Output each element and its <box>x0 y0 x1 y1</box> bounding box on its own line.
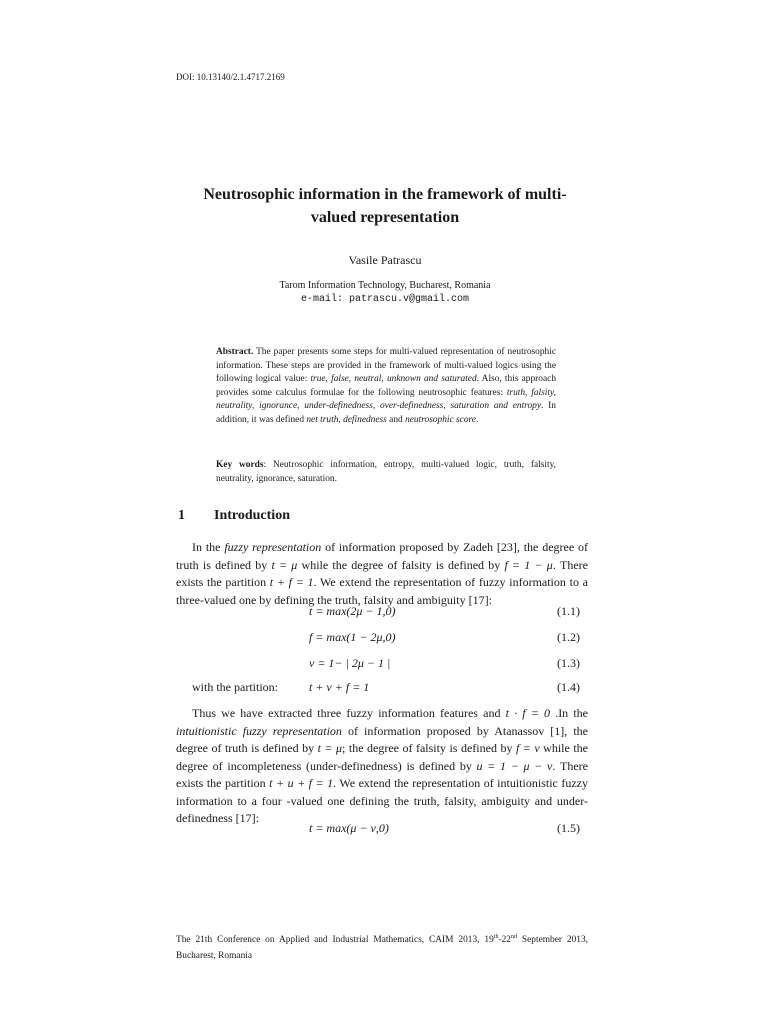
equation-number: (1.5) <box>557 821 580 835</box>
abstract-emph: truth, falsity, neutrality, ignorance, under-definedness, over-definedness, saturation and entropy <box>216 387 556 412</box>
text: while the degree of incompleteness (under-definedness) is defined by <box>176 741 588 773</box>
text: . There exists the partition <box>176 758 588 790</box>
math: t · f = 0 <box>505 706 551 720</box>
keywords <box>216 459 556 486</box>
footer-text: -22 <box>498 935 511 946</box>
paper-title <box>150 183 620 229</box>
footer-sup: th <box>493 934 499 940</box>
section-title: Introduction <box>214 508 290 523</box>
section-number: 1 <box>178 508 185 523</box>
text: of information proposed by Atanassov [1], the degree of truth is defined by <box>176 723 588 755</box>
abstract-text: . Also, this approach provides some calculus formulae for the following neutrosophic features: <box>216 374 557 398</box>
keywords-text: : Neutrosophic information, entropy, multi-valued logic, truth, falsity, neutrality, ignorance, saturation. <box>216 460 556 484</box>
emph: intuitionistic fuzzy representation <box>176 723 342 738</box>
math: t = μ <box>317 741 343 755</box>
text: .In the <box>550 706 589 720</box>
equation-number: (1.2) <box>557 630 580 644</box>
abstract-emph: neutrosophic score <box>405 414 476 425</box>
email-address: e-mail: patrascu.v@gmail.com <box>300 294 470 305</box>
abstract-emph: net truth, definedness <box>306 414 387 425</box>
equation-1-2: f = max(1 − 2μ,0) <box>309 630 396 644</box>
abstract-label: Abstract. <box>216 347 254 357</box>
text: . We extend the representation of fuzzy information to a three-valued one by defining the truth, falsity and ambiguity [17]: <box>176 575 588 607</box>
footer-text: September 2013, Bucharest, Romania <box>176 935 588 962</box>
math: t + u + f = 1 <box>269 776 334 790</box>
abstract-text: The paper presents some steps for multi-valued representation of neutrosophic information. These steps are provided in the framework of multi-valued logics using the following logical value: <box>216 347 556 385</box>
equation-1-1: t = max(2μ − 1,0) <box>309 604 396 618</box>
math: f = ν <box>515 741 540 755</box>
abstract-text: . <box>475 414 479 425</box>
math: u = 1 − μ − ν <box>476 758 553 773</box>
abstract-emph: true, false, neutral, unknown and saturated <box>310 374 477 385</box>
text: while the degree of falsity is defined by <box>297 557 505 572</box>
text: Thus we have extracted three fuzzy information features and <box>192 706 506 720</box>
partition-label: with the partition: <box>192 680 278 694</box>
page-footer <box>176 929 588 964</box>
text: . There exists the partition <box>176 557 588 589</box>
keywords-label: Key words <box>216 460 264 470</box>
intro-paragraph-2 <box>176 705 588 828</box>
equation-1-5: t = max(μ − ν,0) <box>309 821 389 835</box>
equation-1-3: ν = 1− | 2μ − 1 | <box>309 656 391 670</box>
equation-number: (1.3) <box>557 656 580 670</box>
author-name: Vasile Patrascu <box>348 253 422 267</box>
math: t + f = 1 <box>269 575 314 589</box>
text: In the <box>192 540 225 554</box>
text: of information proposed by Zadeh [23], the degree of truth is defined by <box>176 540 589 572</box>
title-line-1: Neutrosophic information in the framework of multi- <box>203 186 567 203</box>
math: f = 1 − μ <box>504 557 553 572</box>
math: t = μ <box>271 557 298 572</box>
equation-number: (1.1) <box>557 604 580 618</box>
intro-paragraph-1 <box>176 539 588 609</box>
doi-line: DOI: 10.13140/2.1.4717.2169 <box>176 72 285 82</box>
abstract-text: and <box>386 414 406 425</box>
equation-number: (1.4) <box>557 680 580 694</box>
text: . We extend the representation of intuitionistic fuzzy information to a four -valued one defining the truth, falsity, ambiguity and under-definedness [17]: <box>176 776 588 825</box>
affiliation: Tarom Information Technology, Bucharest, Romania <box>279 280 491 291</box>
equation-1-4: t + ν + f = 1 <box>309 680 370 694</box>
footer-sup: nd <box>510 934 517 940</box>
abstract-text: . In addition, it was defined <box>216 401 556 425</box>
abstract <box>216 346 556 428</box>
text: ; the degree of falsity is defined by <box>342 741 516 755</box>
emph: fuzzy representation <box>224 540 322 554</box>
footer-text: The 21th Conference on Applied and Industrial Mathematics, CAIM 2013, 19 <box>176 935 494 946</box>
title-line-2: valued representation <box>310 209 460 226</box>
